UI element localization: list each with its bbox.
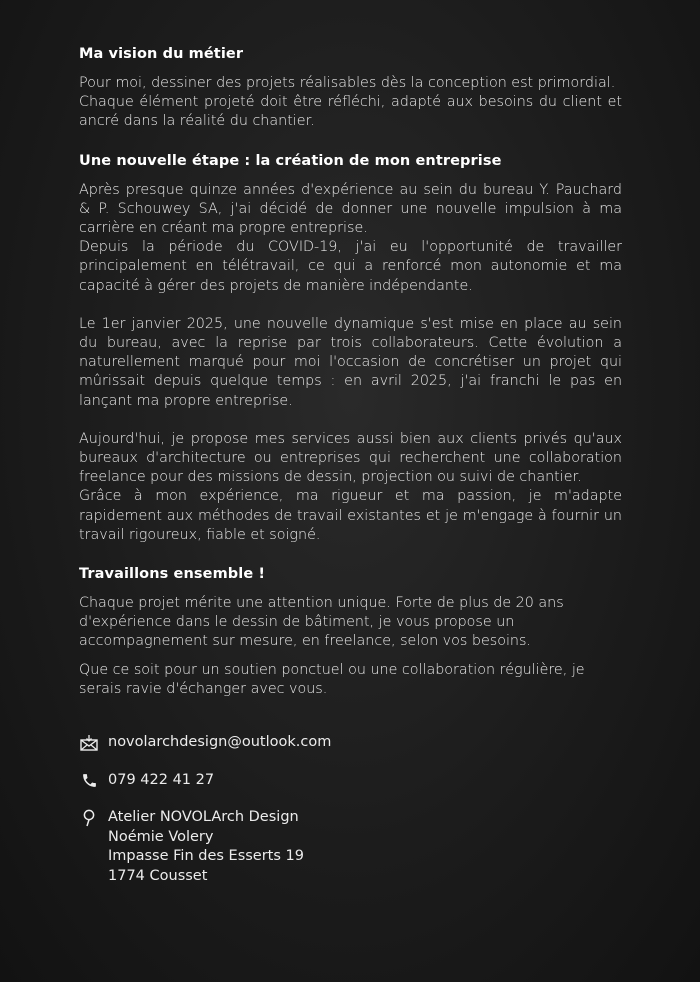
contact-email[interactable]: novolarchdesign@outlook.com [108,734,332,751]
etape-heading: Une nouvelle étape : la création de mon entreprise [79,152,502,169]
contact-address-row [79,808,622,886]
phone-icon [79,771,99,790]
vision-paragraph-2: Chaque élément projeté doit être réfléchi, adapté aux besoins du client et ancré dans la réalité du chantier. [79,94,622,130]
contact-phone[interactable]: 079 422 41 27 [108,771,215,788]
spacer [79,652,622,661]
spacer [79,411,622,430]
ensemble-paragraph-1: Chaque projet mérite une attention unique. Forte de plus de 20 ans d'expérience dans le dessin de bâtiment, je vous propose un accompagnement sur mesure, en freelance, selon vos besoins. [79,595,564,650]
etape-paragraph-3: Le 1er janvier 2025, une nouvelle dynamique s'est mise en place au sein du bureau, avec la reprise par trois collaborateurs. Cette évolution a naturellement marqué pour moi l'occasion de concrétiser un projet qui mûrissait depuis quelque temps : en avril 2025, j'ai franchi le pas en lançant ma propre entreprise. [79,315,622,409]
vision-paragraph-1: Pour moi, dessiner des projets réalisables dès la conception est primordial. [79,75,616,91]
address-line-2: Noémie Volery [108,828,214,845]
ensemble-heading: Travaillons ensemble ! [79,566,266,583]
spacer [79,296,622,315]
contact-email-row[interactable] [79,733,622,753]
envelope-icon [79,733,99,752]
etape-paragraph-4: Aujourd'hui, je propose mes services aussi bien aux clients privés qu'aux bureaux d'architecture ou entreprises qui recherchent une collaboration freelance pour des missions de dessin, projection ou suivi de chantier. [79,430,622,486]
vision-section [79,46,622,132]
vision-heading: Ma vision du métier [79,46,244,62]
ensemble-section [79,566,622,699]
location-pin-icon [79,808,99,827]
ensemble-paragraph-2: Que ce soit pour un soutien ponctuel ou une collaboration régulière, je serais ravie d'échanger avec vous. [79,661,585,697]
etape-paragraph-5: Grâce à mon expérience, ma rigueur et ma passion, je m'adapte rapidement aux méthodes de travail existantes et je m'engage à fournir un travail rigoureux, fiable et soigné. [79,488,622,543]
etape-section [79,153,622,545]
address-line-1: Atelier NOVOLArch Design [108,809,299,826]
etape-paragraph-1: Après presque quinze années d'expérience au sein du bureau Y. Pauchard & P. Schouwey SA, j'ai décidé de donner une nouvelle impulsion à ma carrière en créant ma propre entreprise. [79,181,622,237]
address-line-4: 1774 Cousset [108,867,208,884]
contact-phone-row[interactable] [79,771,622,791]
contact-block [79,733,622,886]
address-line-3: Impasse Fin des Esserts 19 [108,848,304,865]
etape-paragraph-2: Depuis la période du COVID-19, j'ai eu l'opportunité de travailler principalement en télétravail, ce qui a renforcé mon autonomie et ma capacité à gérer des projets de manière indépendante. [79,239,622,294]
contact-address [108,808,304,886]
